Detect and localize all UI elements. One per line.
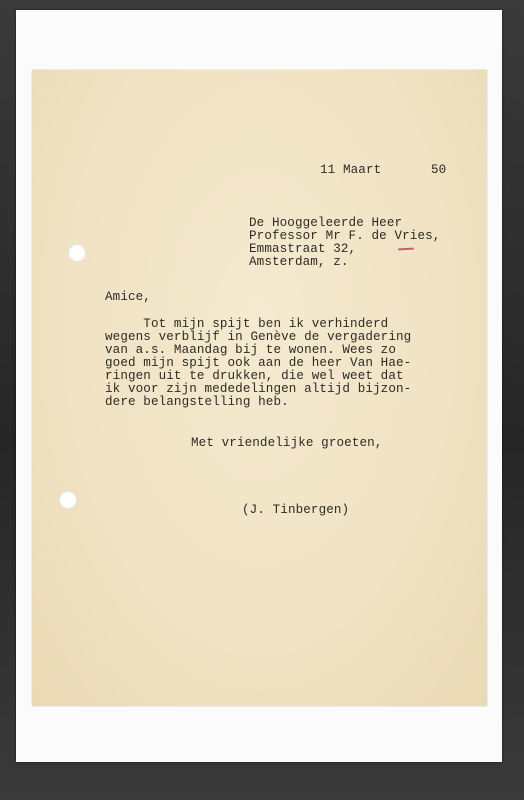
body-line-2: wegens verblijf in Genève de vergadering [105,330,412,344]
letter-year: 50 [431,163,447,177]
punch-hole-top [68,244,86,262]
punch-hole-bottom [59,491,77,509]
salutation: Amice, [105,290,151,304]
address-line-4: Amsterdam, z. [249,255,349,269]
body-line-6: ik voor zijn mededelingen altijd bijzon- [105,382,412,396]
body-line-5: ringen uit te drukken, die wel weet dat [105,369,404,383]
body-line-1: Tot mijn spijt ben ik verhinderd [105,317,389,331]
body-line-7: dere belangstelling heb. [105,395,289,409]
signature: (J. Tinbergen) [242,503,350,517]
body-line-4: goed mijn spijt ook aan de heer Van Hae- [105,356,412,370]
address-line-3: Emmastraat 32, [249,242,357,256]
closing-line: Met vriendelijke groeten, [191,436,383,450]
address-line-1: De Hooggeleerde Heer [249,216,403,230]
body-line-3: van a.s. Maandag bij te wonen. Wees zo [105,343,396,357]
letter-date: 11 Maart [320,163,382,177]
address-line-2: Professor Mr F. de Vries, [249,229,441,243]
